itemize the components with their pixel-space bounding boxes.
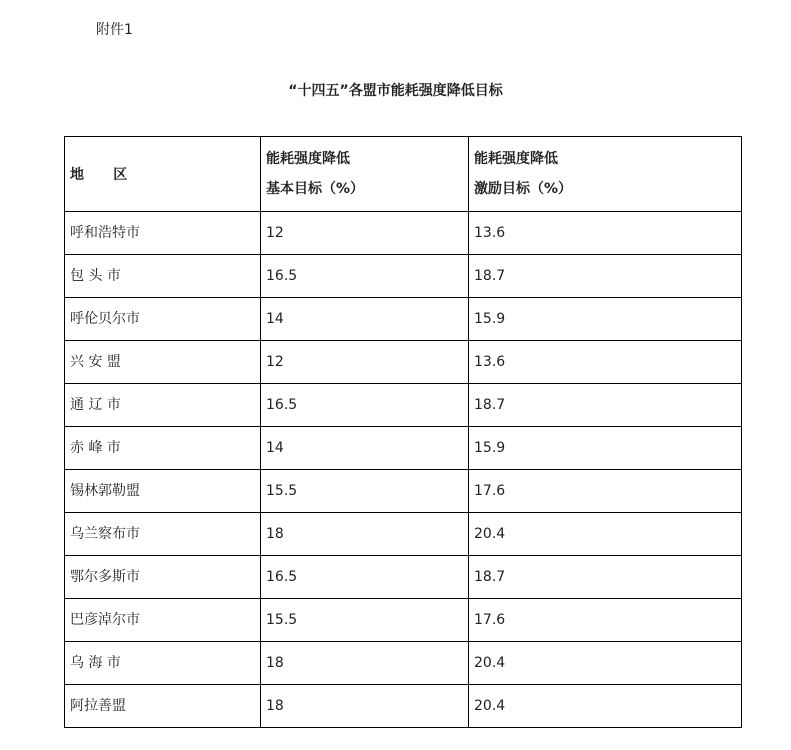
table-row — [65, 513, 742, 556]
basic-target-cell: 18 — [261, 642, 469, 685]
region-cell: 呼和浩特市 — [65, 212, 261, 255]
incentive-target-cell: 17.6 — [469, 599, 742, 642]
region-cell: 锡林郭勒盟 — [65, 470, 261, 513]
table-row — [65, 470, 742, 513]
basic-target-cell: 16.5 — [261, 384, 469, 427]
header-basic-target — [261, 137, 469, 212]
incentive-target-cell: 20.4 — [469, 685, 742, 728]
basic-target-cell: 15.5 — [261, 599, 469, 642]
incentive-target-cell: 13.6 — [469, 212, 742, 255]
basic-target-cell: 18 — [261, 685, 469, 728]
header-incentive-line1: 能耗强度降低 — [474, 151, 558, 167]
basic-target-cell: 15.5 — [261, 470, 469, 513]
incentive-target-cell: 20.4 — [469, 513, 742, 556]
basic-target-cell: 16.5 — [261, 556, 469, 599]
region-cell: 兴 安 盟 — [65, 341, 261, 384]
header-basic-line1: 能耗强度降低 — [266, 151, 350, 167]
incentive-target-cell: 15.9 — [469, 427, 742, 470]
table-row — [65, 384, 742, 427]
header-region: 地 区 — [65, 137, 261, 212]
basic-target-cell: 12 — [261, 341, 469, 384]
basic-target-cell: 16.5 — [261, 255, 469, 298]
region-cell: 乌 海 市 — [65, 642, 261, 685]
basic-target-cell: 14 — [261, 427, 469, 470]
region-cell: 巴彦淖尔市 — [65, 599, 261, 642]
basic-target-cell: 14 — [261, 298, 469, 341]
table-row — [65, 255, 742, 298]
incentive-target-cell: 18.7 — [469, 255, 742, 298]
incentive-target-cell: 15.9 — [469, 298, 742, 341]
incentive-target-cell: 18.7 — [469, 556, 742, 599]
table-row — [65, 556, 742, 599]
energy-target-table — [64, 136, 742, 728]
region-cell: 鄂尔多斯市 — [65, 556, 261, 599]
region-cell: 包 头 市 — [65, 255, 261, 298]
incentive-target-cell: 20.4 — [469, 642, 742, 685]
region-cell: 阿拉善盟 — [65, 685, 261, 728]
incentive-target-cell: 17.6 — [469, 470, 742, 513]
table-row — [65, 341, 742, 384]
table-row — [65, 642, 742, 685]
table-row — [65, 685, 742, 728]
table-row — [65, 298, 742, 341]
table-row — [65, 599, 742, 642]
basic-target-cell: 18 — [261, 513, 469, 556]
region-cell: 通 辽 市 — [65, 384, 261, 427]
document-title: “十四五”各盟市能耗强度降低目标 — [288, 83, 503, 99]
region-cell: 呼伦贝尔市 — [65, 298, 261, 341]
header-basic-line2: 基本目标（%） — [266, 181, 365, 197]
table-row — [65, 427, 742, 470]
attachment-label: 附件1 — [96, 22, 133, 38]
incentive-target-cell: 18.7 — [469, 384, 742, 427]
header-incentive-line2: 激励目标（%） — [474, 181, 573, 197]
region-cell: 赤 峰 市 — [65, 427, 261, 470]
basic-target-cell: 12 — [261, 212, 469, 255]
region-cell: 乌兰察布市 — [65, 513, 261, 556]
table-header-row — [65, 137, 742, 212]
header-incentive-target — [469, 137, 742, 212]
table-row — [65, 212, 742, 255]
incentive-target-cell: 13.6 — [469, 341, 742, 384]
